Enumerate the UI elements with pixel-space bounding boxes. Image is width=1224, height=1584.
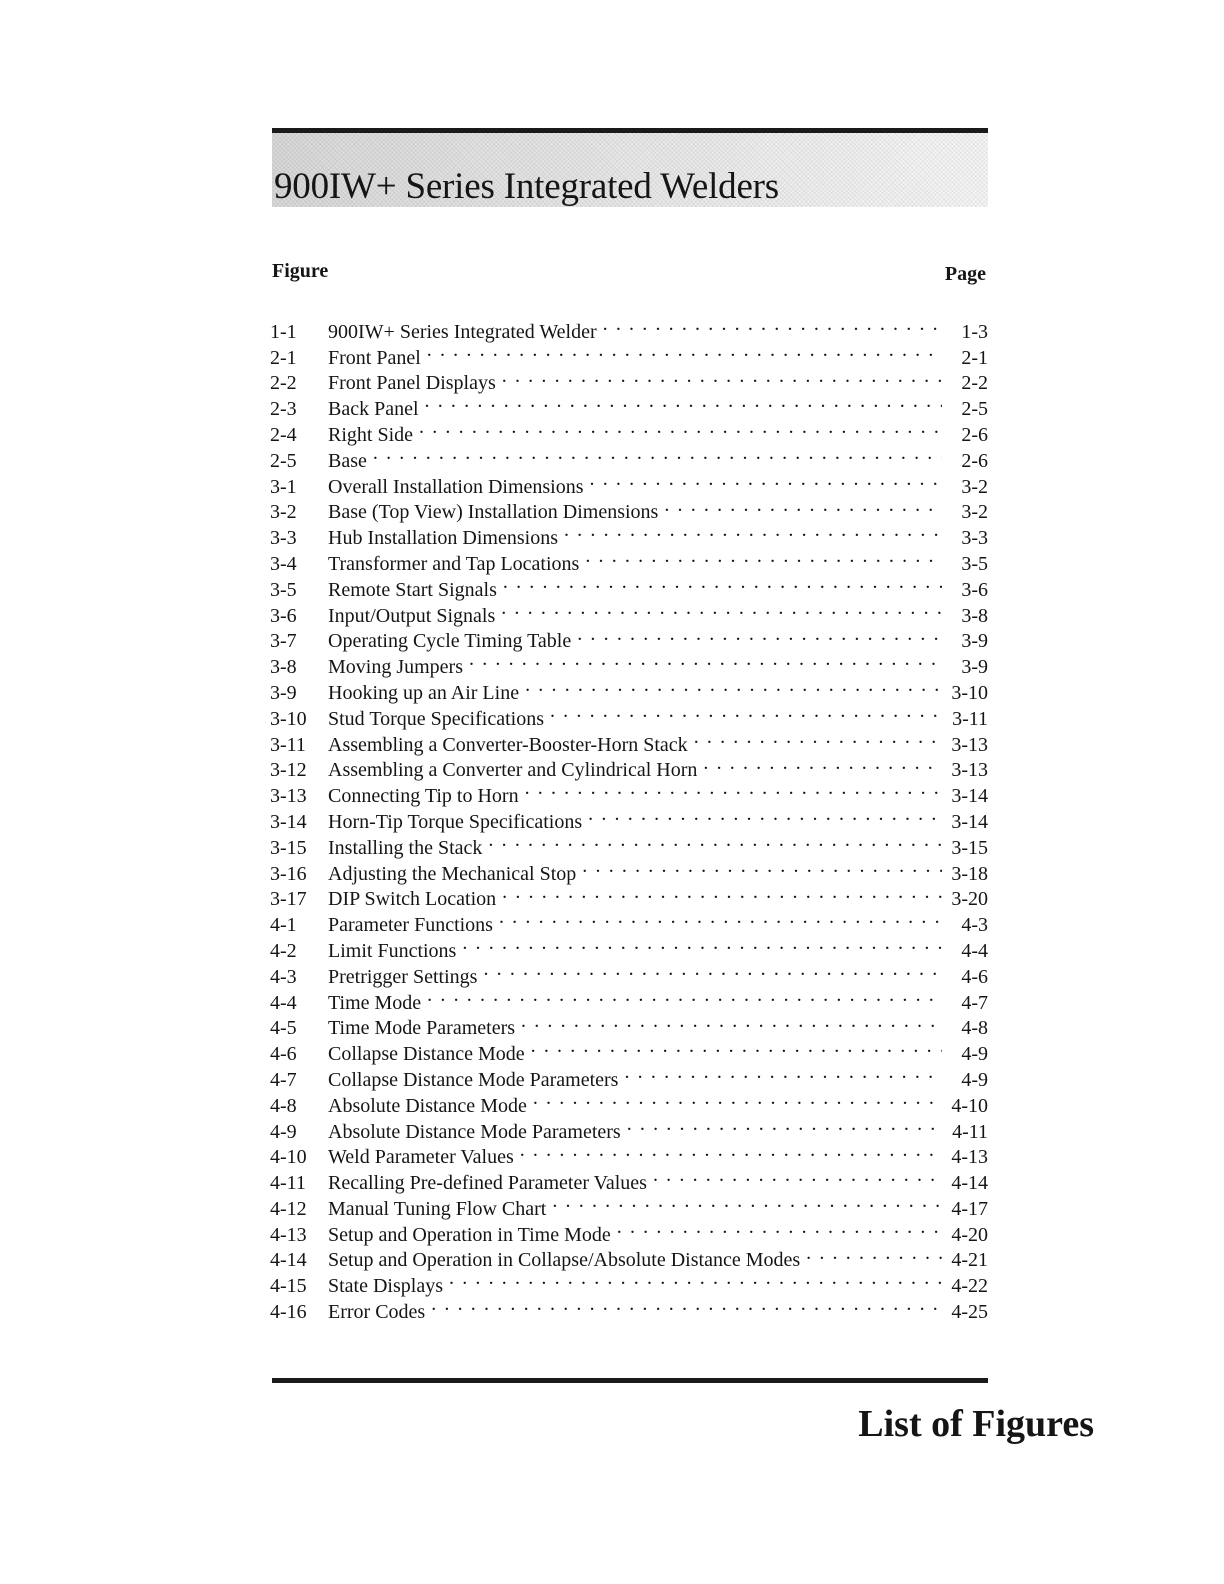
dot-leader	[469, 647, 942, 673]
page-column-heading: Page	[944, 263, 986, 285]
figure-number: 3-9	[270, 681, 297, 704]
figure-number: 4-12	[270, 1197, 307, 1220]
figure-title: Manual Tuning Flow Chart	[328, 1197, 547, 1220]
figure-title: Stud Torque Specifications	[328, 707, 544, 730]
page-number: 4-17	[942, 1197, 988, 1223]
dot-leader	[664, 493, 942, 519]
figure-number: 3-12	[270, 759, 307, 782]
page-number: 3-2	[942, 500, 988, 526]
figure-title: Limit Functions	[328, 939, 457, 962]
page-number: 4-3	[942, 913, 988, 939]
figure-number: 3-15	[270, 836, 307, 859]
page-number: 3-8	[942, 604, 988, 630]
page-number: 3-13	[942, 758, 988, 784]
figure-entry	[270, 441, 988, 472]
dot-leader	[582, 854, 942, 880]
figure-title: Front Panel	[328, 346, 421, 369]
figure-title: Absolute Distance Mode Parameters	[328, 1120, 621, 1143]
figure-number: 3-2	[270, 501, 297, 524]
figure-title: Adjusting the Mechanical Stop	[328, 862, 577, 885]
figure-title: State Displays	[328, 1275, 443, 1298]
figure-title: Horn-Tip Torque Specifications	[328, 810, 583, 833]
page-number: 3-13	[942, 733, 988, 759]
page-number: 2-6	[942, 449, 988, 475]
dot-leader	[577, 622, 942, 648]
figure-number: 4-9	[270, 1120, 297, 1143]
dot-leader	[520, 1138, 942, 1164]
figure-title: DIP Switch Location	[328, 888, 497, 911]
figure-number: 2-5	[270, 449, 297, 472]
page-number: 4-25	[942, 1300, 988, 1326]
figure-number: 4-7	[270, 1068, 297, 1091]
figure-number: 4-14	[270, 1249, 307, 1272]
dot-leader	[427, 983, 942, 1009]
figure-number: 3-13	[270, 785, 307, 808]
page-number: 3-6	[942, 578, 988, 604]
page-number: 2-2	[942, 371, 988, 397]
figure-number: 3-8	[270, 656, 297, 679]
dot-leader	[588, 802, 942, 828]
figure-number: 4-4	[270, 991, 297, 1014]
dot-leader	[525, 776, 942, 802]
page-number: 4-7	[942, 991, 988, 1017]
figure-title: Back Panel	[328, 398, 419, 421]
page-number: 3-11	[942, 707, 988, 733]
section-title: List of Figures	[858, 1403, 1094, 1445]
page-number: 4-6	[942, 965, 988, 991]
figure-title: Right Side	[328, 423, 414, 446]
page-number: 3-10	[942, 681, 988, 707]
page-number: 3-15	[942, 836, 988, 862]
figure-number: 4-10	[270, 1146, 307, 1169]
page-number: 3-18	[942, 862, 988, 888]
page-number: 4-8	[942, 1016, 988, 1042]
dot-leader	[806, 1241, 942, 1267]
dot-leader	[488, 828, 942, 854]
page-number: 4-10	[942, 1094, 988, 1120]
page-number: 4-11	[942, 1120, 988, 1146]
dot-leader	[462, 931, 942, 957]
figure-number: 3-14	[270, 810, 307, 833]
dot-leader	[419, 415, 942, 441]
figure-title: Operating Cycle Timing Table	[328, 630, 572, 653]
dot-leader	[499, 905, 942, 931]
figure-title: Base (Top View) Installation Dimensions	[328, 501, 659, 524]
page-number: 4-9	[942, 1068, 988, 1094]
dot-leader	[585, 544, 942, 570]
figure-title: Setup and Operation in Time Mode	[328, 1223, 611, 1246]
page-number: 2-5	[942, 397, 988, 423]
document-title: 900IW+ Series Integrated Welders	[274, 166, 779, 207]
figure-number: 4-3	[270, 965, 297, 988]
figure-title: Collapse Distance Mode	[328, 1043, 525, 1066]
figure-entry	[270, 467, 988, 498]
page-number: 2-6	[942, 423, 988, 449]
figure-title: Overall Installation Dimensions	[328, 475, 584, 498]
dot-leader	[590, 467, 942, 493]
page-number: 4-22	[942, 1274, 988, 1300]
figure-number: 3-11	[270, 733, 306, 756]
figure-title: Base	[328, 449, 367, 472]
dot-leader	[502, 364, 942, 390]
dot-leader	[502, 880, 942, 906]
figure-title: Connecting Tip to Horn	[328, 785, 519, 808]
page-number: 3-2	[942, 475, 988, 501]
dot-leader	[653, 1163, 942, 1189]
dot-leader	[427, 338, 942, 364]
dot-leader	[550, 699, 942, 725]
figure-title: Input/Output Signals	[328, 604, 496, 627]
figure-number: 4-11	[270, 1172, 306, 1195]
figure-title: Hub Installation Dimensions	[328, 527, 558, 550]
dot-leader	[431, 1292, 942, 1318]
dot-leader	[552, 1189, 942, 1215]
figure-number: 3-7	[270, 630, 297, 653]
page-number: 4-4	[942, 939, 988, 965]
footer-rule	[272, 1378, 988, 1383]
page-number: 3-5	[942, 552, 988, 578]
dot-leader	[503, 570, 942, 596]
figure-number: 2-2	[270, 372, 297, 395]
dot-leader	[627, 1112, 942, 1138]
figure-column-heading: Figure	[272, 260, 329, 282]
page-number: 4-13	[942, 1145, 988, 1171]
dot-leader	[521, 1009, 942, 1035]
figure-title: 900IW+ Series Integrated Welder	[328, 320, 597, 343]
dot-leader	[617, 1215, 942, 1241]
page-number: 4-14	[942, 1171, 988, 1197]
figure-title: Moving Jumpers	[328, 656, 463, 679]
dot-leader	[703, 751, 942, 777]
figure-title: Parameter Functions	[328, 914, 493, 937]
dot-leader	[449, 1266, 942, 1292]
dot-leader	[501, 596, 942, 622]
page-number: 4-9	[942, 1042, 988, 1068]
figure-number: 4-2	[270, 939, 297, 962]
figure-title: Installing the Stack	[328, 836, 483, 859]
figure-number: 3-17	[270, 888, 307, 911]
figure-number: 3-6	[270, 604, 297, 627]
figure-title: Error Codes	[328, 1301, 426, 1324]
dot-leader	[525, 673, 942, 699]
figure-number: 4-5	[270, 1017, 297, 1040]
figure-entry	[270, 312, 988, 343]
figure-number: 3-10	[270, 707, 307, 730]
figure-title: Remote Start Signals	[328, 578, 497, 601]
figure-number: 4-13	[270, 1223, 307, 1246]
figure-title: Assembling a Converter and Cylindrical Horn	[328, 759, 698, 782]
figure-title: Hooking up an Air Line	[328, 681, 520, 704]
figure-number: 4-1	[270, 914, 297, 937]
figure-list	[270, 312, 988, 1324]
page-number: 3-9	[942, 655, 988, 681]
dot-leader	[694, 725, 942, 751]
dot-leader	[531, 1034, 942, 1060]
figure-number: 3-3	[270, 527, 297, 550]
figure-number: 4-16	[270, 1301, 307, 1324]
dot-leader	[373, 441, 942, 467]
figure-title: Recalling Pre-defined Parameter Values	[328, 1172, 647, 1195]
figure-title: Pretrigger Settings	[328, 965, 478, 988]
page-number: 4-21	[942, 1248, 988, 1274]
page-number: 3-14	[942, 784, 988, 810]
figure-title: Weld Parameter Values	[328, 1146, 514, 1169]
figure-title: Assembling a Converter-Booster-Horn Stack	[328, 733, 688, 756]
dot-leader	[564, 518, 942, 544]
page-number: 3-20	[942, 887, 988, 913]
figure-title: Transformer and Tap Locations	[328, 552, 580, 575]
figure-title: Front Panel Displays	[328, 372, 496, 395]
page-number: 4-20	[942, 1223, 988, 1249]
figure-number: 3-16	[270, 862, 307, 885]
dot-leader	[425, 389, 942, 415]
figure-number: 3-5	[270, 578, 297, 601]
figure-number: 4-8	[270, 1094, 297, 1117]
figure-number: 4-15	[270, 1275, 307, 1298]
figure-title: Collapse Distance Mode Parameters	[328, 1068, 619, 1091]
page-number: 3-9	[942, 629, 988, 655]
dot-leader	[603, 312, 942, 338]
page-number: 3-3	[942, 526, 988, 552]
figure-number: 2-3	[270, 398, 297, 421]
figure-title: Absolute Distance Mode	[328, 1094, 527, 1117]
figure-number: 4-6	[270, 1043, 297, 1066]
figure-number: 2-1	[270, 346, 297, 369]
figure-title: Time Mode	[328, 991, 422, 1014]
figure-title: Setup and Operation in Collapse/Absolute Distance Modes	[328, 1249, 801, 1272]
dot-leader	[483, 957, 942, 983]
figure-number: 3-1	[270, 475, 297, 498]
dot-leader	[533, 1086, 942, 1112]
figure-number: 1-1	[270, 320, 297, 343]
figure-number: 3-4	[270, 552, 297, 575]
figure-number: 2-4	[270, 423, 297, 446]
figure-title: Time Mode Parameters	[328, 1017, 516, 1040]
page-number: 2-1	[942, 346, 988, 372]
page-number: 1-3	[942, 320, 988, 346]
page-number: 3-14	[942, 810, 988, 836]
dot-leader	[624, 1060, 942, 1086]
